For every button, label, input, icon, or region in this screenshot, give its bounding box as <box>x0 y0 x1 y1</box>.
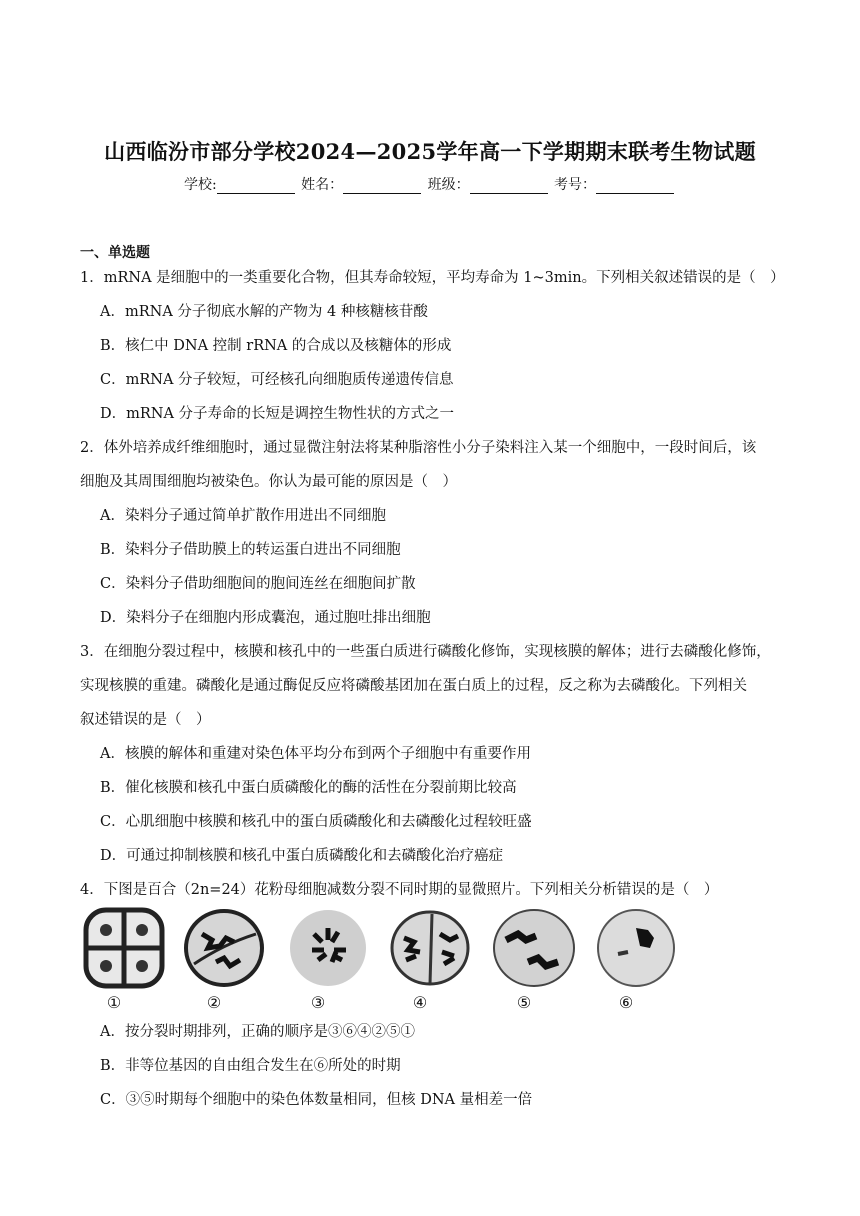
meiosis-micrographs <box>80 904 680 1014</box>
name-label: 姓名： <box>301 177 344 193</box>
micrograph-6 <box>592 904 692 1014</box>
q1-stem: 1．mRNA 是细胞中的一类重要化合物，但其寿命较短，平均寿命为 1~3min。下列相关叙述错误的是（ ） <box>80 270 785 286</box>
micrograph-3-label: ③ <box>310 993 326 1012</box>
q4-option-a: A．按分裂时期排列，正确的顺序是③⑥④②⑤① <box>100 1024 415 1040</box>
q1-option-c: C．mRNA 分子较短，可经核孔向细胞质传递遗传信息 <box>100 372 454 388</box>
micrograph-4-image <box>386 904 476 996</box>
exam-title: 山西临汾市部分学校2024—2025学年高一下学期期末联考生物试题 <box>104 139 756 164</box>
school-label: 学校: <box>183 177 217 193</box>
micrograph-3-image <box>284 904 374 996</box>
q3-option-c: C．心肌细胞中核膜和核孔中的蛋白质磷酸化和去磷酸化过程较旺盛 <box>100 814 532 830</box>
section-heading: 一、单选题 <box>80 245 150 261</box>
q4-option-b: B．非等位基因的自由组合发生在⑥所处的时期 <box>100 1058 401 1074</box>
micrograph-4-label: ④ <box>412 993 428 1012</box>
micrograph-3 <box>284 904 384 1014</box>
q1-option-d: D．mRNA 分子寿命的长短是调控生物性状的方式之一 <box>100 406 455 422</box>
micrograph-1-image <box>80 904 170 996</box>
name-blank[interactable] <box>343 179 421 194</box>
q2-option-b: B．染料分子借助膜上的转运蛋白进出不同细胞 <box>100 542 401 558</box>
q3-option-a: A．核膜的解体和重建对染色体平均分布到两个子细胞中有重要作用 <box>100 746 531 762</box>
q2-option-c: C．染料分子借助细胞间的胞间连丝在细胞间扩散 <box>100 576 416 592</box>
micrograph-2-label: ② <box>206 993 222 1012</box>
micrograph-4 <box>386 904 486 1014</box>
micrograph-5 <box>490 904 590 1014</box>
micrograph-6-image <box>592 904 682 996</box>
school-blank[interactable] <box>217 179 295 194</box>
q2-option-d: D．染料分子在细胞内形成囊泡，通过胞吐排出细胞 <box>100 610 431 626</box>
q2-stem-line2: 细胞及其周围细胞均被染色。你认为最可能的原因是（ ） <box>80 474 457 490</box>
exam-number-label: 考号： <box>554 177 597 193</box>
micrograph-1-label: ① <box>106 993 122 1012</box>
exam-number-blank[interactable] <box>596 179 674 194</box>
q1-option-a: A．mRNA 分子彻底水解的产物为 4 种核糖核苷酸 <box>100 304 428 320</box>
micrograph-5-label: ⑤ <box>516 993 532 1012</box>
q4-stem: 4．下图是百合（2n=24）花粉母细胞减数分裂不同时期的显微照片。下列相关分析错误的是（ ） <box>80 882 719 898</box>
q4-option-c: C．③⑤时期每个细胞中的染色体数量相同，但核 DNA 量相差一倍 <box>100 1092 533 1108</box>
q3-option-b: B．催化核膜和核孔中蛋白质磷酸化的酶的活性在分裂前期比较高 <box>100 780 517 796</box>
q2-option-a: A．染料分子通过简单扩散作用进出不同细胞 <box>100 508 386 524</box>
micrograph-2-image <box>180 904 270 996</box>
q3-stem-line3: 叙述错误的是（ ） <box>80 712 211 728</box>
q1-option-b: B．核仁中 DNA 控制 rRNA 的合成以及核糖体的形成 <box>100 338 452 354</box>
q3-option-d: D．可通过抑制核膜和核孔中蛋白质磷酸化和去磷酸化治疗癌症 <box>100 848 504 864</box>
micrograph-2 <box>180 904 280 1014</box>
micrograph-5-image <box>490 904 580 996</box>
class-label: 班级： <box>427 177 470 193</box>
q3-stem-line1: 3．在细胞分裂过程中，核膜和核孔中的一些蛋白质进行磷酸化修饰，实现核膜的解体；进行去磷酸化修饰， <box>80 644 771 660</box>
micrograph-6-label: ⑥ <box>618 993 634 1012</box>
student-info-line <box>0 174 860 194</box>
class-blank[interactable] <box>470 179 548 194</box>
q2-stem-line1: 2．体外培养成纤维细胞时，通过显微注射法将某种脂溶性小分子染料注入某一个细胞中，一段时间后，该 <box>80 440 757 456</box>
micrograph-1 <box>80 904 180 1014</box>
q3-stem-line2: 实现核膜的重建。磷酸化是通过酶促反应将磷酸基团加在蛋白质上的过程，反之称为去磷酸化。下列相关 <box>80 678 747 694</box>
